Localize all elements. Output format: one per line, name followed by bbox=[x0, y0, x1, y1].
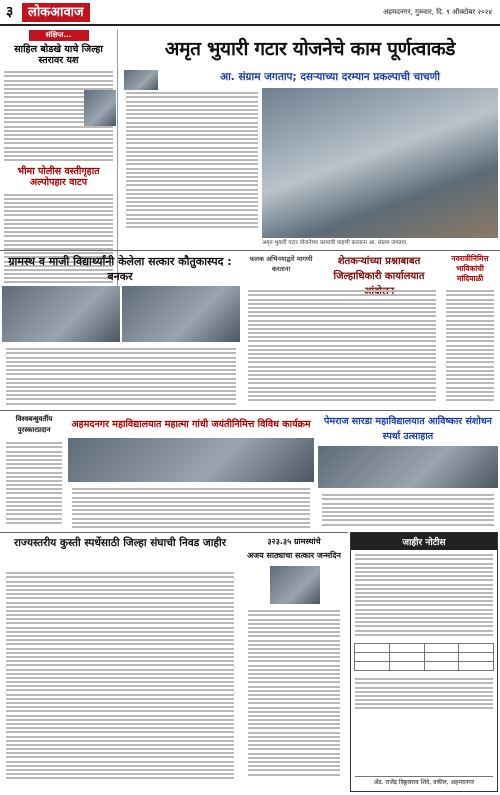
pemraj-body bbox=[318, 490, 498, 530]
birthday-headline-b: अजय साठ्याचा सत्कार जन्मदिन bbox=[247, 551, 341, 560]
protest-body bbox=[244, 286, 440, 408]
gandhi-headline: अहमदनगर महाविद्यालयात महात्मा गांधी जयंतीनिमित्त विविध कार्यक्रम bbox=[71, 419, 311, 430]
lead-subhead: आ. संग्राम जगताप; दसऱ्याच्या दरम्यान प्रकल्पाची चाचणी bbox=[220, 71, 440, 83]
birthday-photo bbox=[270, 566, 320, 604]
birthday-headline-a: ३२३.३५ ग्रामस्थांचे bbox=[267, 537, 321, 546]
lead-body-text bbox=[122, 88, 262, 238]
brief-photo bbox=[84, 90, 116, 126]
award-headline: विश्वबन्धुवर्तीय पुरस्कारप्रदान bbox=[15, 415, 53, 434]
notice-body-2 bbox=[351, 674, 497, 714]
felicitation-photo bbox=[2, 286, 120, 342]
masthead bbox=[0, 0, 500, 26]
felicitation-photo-2 bbox=[122, 286, 240, 342]
navratri-body bbox=[442, 286, 498, 408]
navratri-headline: नवरात्रीनिमित्त भाविकांची मांदियाळी bbox=[451, 254, 489, 283]
notice-table bbox=[354, 643, 494, 671]
notice-title: जाहीर नोटीस bbox=[351, 533, 497, 550]
page-number: ३ bbox=[6, 4, 14, 20]
lead-inset-photo bbox=[124, 70, 158, 90]
felicitation-headline: ग्रामस्थ व माजी विद्यार्थ्यांनी केलेला सत्कार कौतुकास्पद : बनकर bbox=[8, 255, 232, 283]
lead-photo-caption: अमृत भुयारी गटार योजनेच्या कामाची पाहणी करताना आ. संग्राम जगताप. bbox=[262, 240, 408, 246]
birthday-body bbox=[244, 606, 344, 792]
protest-kicker: फलक अभिनयाद्वारे मागणी करताना bbox=[249, 255, 313, 273]
pemraj-photo bbox=[318, 446, 498, 488]
protest-headline: शेतकऱ्यांच्या प्रश्नाबाबत जिल्हाधिकारी कार्यालयात bbox=[333, 256, 425, 282]
wrestling-body bbox=[2, 568, 238, 792]
felicitation-body bbox=[2, 344, 240, 408]
brief-headline-2: भीमा पोलीस वस्तीगृहात अल्पोपहार वाटप bbox=[17, 166, 100, 189]
lead-photo bbox=[262, 88, 498, 238]
briefs-tag: संक्षिप्त... bbox=[29, 30, 89, 41]
lead-headline: अमृत भुयारी गटार योजनेचे काम पूर्णत्वाकडे bbox=[164, 38, 456, 60]
newspaper-logo: लोकआवाज bbox=[22, 3, 90, 22]
brief-headline-1: साहिल बोडखे याचे जिल्हा स्तरावर यश bbox=[14, 44, 103, 66]
dateline: अहमदनगर, गुरुवार, दि. ९ ऑक्टोबर २०२४ bbox=[382, 8, 492, 16]
pemraj-headline: पेमराज सारडा महाविद्यालयात आविष्कार संशोधन स्पर्धा उत्साहात bbox=[324, 416, 492, 442]
award-body bbox=[2, 438, 66, 530]
notice-body bbox=[351, 550, 497, 640]
gandhi-photo bbox=[68, 438, 314, 482]
public-notice bbox=[350, 532, 498, 792]
notice-signature: ॲड. राजेंद्र विठ्ठलराव शिंदे, वकील, अहमदनगर bbox=[355, 776, 493, 787]
gandhi-body bbox=[68, 484, 314, 530]
wrestling-headline: राज्यस्तरीय कुस्ती स्पर्धेसाठी जिल्हा संघाची निवड जाहीर bbox=[13, 537, 227, 549]
